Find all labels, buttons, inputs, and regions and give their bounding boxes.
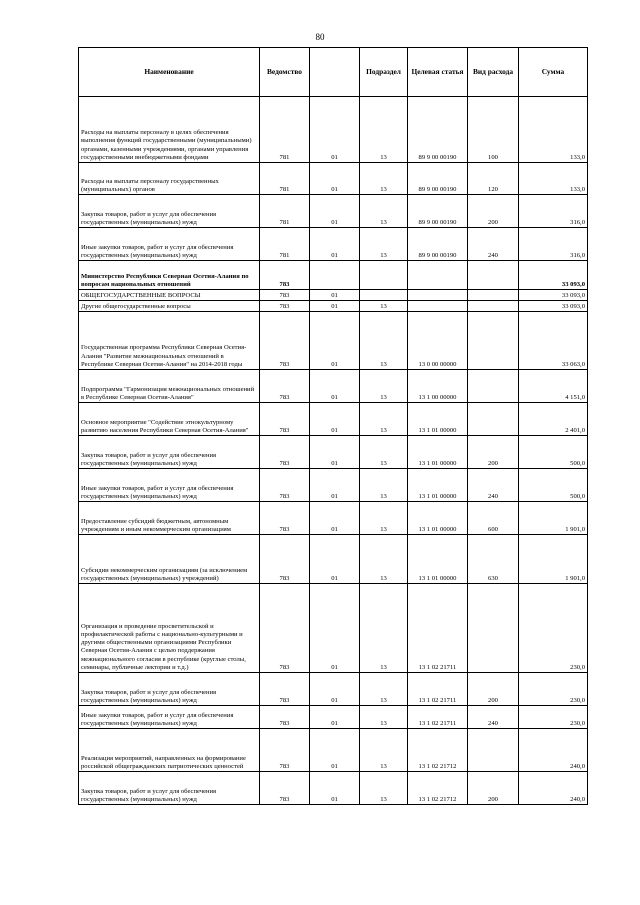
- cell-section: 01: [310, 772, 360, 805]
- cell-exp-type: 200: [468, 195, 519, 228]
- cell-subsection: 13: [360, 502, 408, 535]
- cell-target: 89 9 00 00190: [408, 97, 468, 163]
- table-row: [79, 301, 588, 312]
- cell-dept: 783: [260, 403, 310, 436]
- cell-subsection: 13: [360, 195, 408, 228]
- cell-section: 01: [310, 535, 360, 584]
- cell-target: 13 1 02 21711: [408, 706, 468, 729]
- page-number: 80: [315, 32, 325, 42]
- cell-target: 13 1 01 00000: [408, 403, 468, 436]
- cell-dept: 783: [260, 535, 310, 584]
- cell-subsection: 13: [360, 370, 408, 403]
- cell-target: 13 1 01 00000: [408, 469, 468, 502]
- cell-dept: 783: [260, 502, 310, 535]
- cell-target: 13 1 02 21711: [408, 584, 468, 673]
- table-row: [79, 673, 588, 706]
- cell-section: 01: [310, 163, 360, 195]
- cell-name: Другие общегосударственные вопросы: [79, 301, 260, 312]
- cell-dept: 783: [260, 706, 310, 729]
- cell-target: [408, 290, 468, 301]
- table-row: [79, 290, 588, 301]
- cell-name: Расходы на выплаты персоналу в целях обеспечения выполнения функций государственными (муниципальными) органами, казенными учреждениями, органами управления государственными внебюджетными фондами: [79, 97, 260, 163]
- table-row: [79, 535, 588, 584]
- cell-name: Закупка товаров, работ и услуг для обеспечения государственных (муниципальных) нужд: [79, 436, 260, 469]
- cell-sum: 230,0: [519, 584, 588, 673]
- cell-dept: 783: [260, 729, 310, 772]
- cell-exp-type: 240: [468, 706, 519, 729]
- table-row: [79, 469, 588, 502]
- cell-sum: 230,0: [519, 673, 588, 706]
- cell-subsection: 13: [360, 97, 408, 163]
- cell-section: 01: [310, 195, 360, 228]
- cell-dept: 783: [260, 301, 310, 312]
- cell-name: Закупка товаров, работ и услуг для обеспечения государственных (муниципальных) нужд: [79, 772, 260, 805]
- cell-exp-type: 200: [468, 772, 519, 805]
- cell-target: 13 1 02 21711: [408, 673, 468, 706]
- cell-name: Подпрограмма "Гармонизация межнациональных отношений в Республике Северная Осетия-Алания": [79, 370, 260, 403]
- cell-target: 13 1 00 00000: [408, 370, 468, 403]
- cell-name: Организация и проведение просветительской и профилактической работы с национально-культурными и другими общественными организациями Республики Северная Осетия-Алания с целью поддержания межнационального согласия в республике (круглые столы, семинары, публичные лектории и т.д.): [79, 584, 260, 673]
- cell-exp-type: 120: [468, 163, 519, 195]
- cell-exp-type: 200: [468, 436, 519, 469]
- cell-target: 13 1 01 00000: [408, 502, 468, 535]
- table-row: [79, 436, 588, 469]
- cell-name: Министерство Республики Северная Осетия-Алания по вопросам национальных отношений: [79, 261, 260, 290]
- cell-sum: 4 151,0: [519, 370, 588, 403]
- cell-subsection: 13: [360, 706, 408, 729]
- cell-name: Расходы на выплаты персоналу государственных (муниципальных) органов: [79, 163, 260, 195]
- cell-sum: 33 093,0: [519, 290, 588, 301]
- table-row: [79, 502, 588, 535]
- cell-subsection: 13: [360, 228, 408, 261]
- cell-subsection: [360, 290, 408, 301]
- col-header-target: Целевая статья: [408, 48, 468, 97]
- cell-section: 01: [310, 436, 360, 469]
- cell-sum: 230,0: [519, 706, 588, 729]
- cell-name: Иные закупки товаров, работ и услуг для обеспечения государственных (муниципальных) нужд: [79, 228, 260, 261]
- cell-name: Иные закупки товаров, работ и услуг для обеспечения государственных (муниципальных) нужд: [79, 469, 260, 502]
- cell-target: 89 9 00 00190: [408, 228, 468, 261]
- cell-exp-type: [468, 403, 519, 436]
- table-row: [79, 403, 588, 436]
- table-row: [79, 97, 588, 163]
- cell-exp-type: [468, 584, 519, 673]
- cell-exp-type: [468, 729, 519, 772]
- cell-dept: 783: [260, 469, 310, 502]
- cell-name: Государственная программа Республики Северная Осетия-Алания "Развитие межнациональных отношений в Республике Северная Осетия-Алания" на 2014-2018 годы: [79, 312, 260, 370]
- table-row: [79, 312, 588, 370]
- cell-section: 01: [310, 403, 360, 436]
- cell-exp-type: 100: [468, 97, 519, 163]
- cell-section: 01: [310, 706, 360, 729]
- cell-subsection: 13: [360, 729, 408, 772]
- cell-section: 01: [310, 312, 360, 370]
- cell-sum: 33 093,0: [519, 261, 588, 290]
- cell-target: 13 1 01 00000: [408, 436, 468, 469]
- cell-name: Субсидии некоммерческим организациям (за исключением государственных (муниципальных) учреждений): [79, 535, 260, 584]
- cell-target: 13 1 02 21712: [408, 729, 468, 772]
- cell-section: 01: [310, 469, 360, 502]
- cell-subsection: 13: [360, 403, 408, 436]
- cell-dept: 783: [260, 772, 310, 805]
- cell-target: [408, 261, 468, 290]
- cell-dept: 781: [260, 163, 310, 195]
- cell-subsection: 13: [360, 772, 408, 805]
- cell-sum: 500,0: [519, 469, 588, 502]
- cell-subsection: 13: [360, 163, 408, 195]
- cell-name: Основное мероприятие "Содействие этнокультурному развитию населения Республики Северная Осетия-Алания": [79, 403, 260, 436]
- cell-section: 01: [310, 370, 360, 403]
- cell-target: 13 0 00 00000: [408, 312, 468, 370]
- table-row: [79, 261, 588, 290]
- cell-exp-type: 240: [468, 469, 519, 502]
- cell-exp-type: [468, 290, 519, 301]
- table-row: [79, 772, 588, 805]
- cell-subsection: 13: [360, 469, 408, 502]
- cell-sum: 2 401,0: [519, 403, 588, 436]
- cell-name: ОБЩЕГОСУДАРСТВЕННЫЕ ВОПРОСЫ: [79, 290, 260, 301]
- cell-target: 89 9 00 00190: [408, 163, 468, 195]
- cell-sum: 133,0: [519, 97, 588, 163]
- budget-table: [78, 47, 588, 805]
- table-row: [79, 729, 588, 772]
- cell-name: Реализация мероприятий, направленных на формирование российской общегражданских патриотических ценностей: [79, 729, 260, 772]
- table-row: [79, 584, 588, 673]
- cell-dept: 783: [260, 673, 310, 706]
- cell-subsection: 13: [360, 301, 408, 312]
- cell-dept: 783: [260, 312, 310, 370]
- cell-sum: 500,0: [519, 436, 588, 469]
- cell-name: Закупка товаров, работ и услуг для обеспечения государственных (муниципальных) нужд: [79, 673, 260, 706]
- cell-subsection: 13: [360, 312, 408, 370]
- table-row: [79, 706, 588, 729]
- cell-target: 13 1 01 00000: [408, 535, 468, 584]
- table-row: [79, 228, 588, 261]
- cell-subsection: 13: [360, 584, 408, 673]
- cell-sum: 33 063,0: [519, 312, 588, 370]
- cell-dept: 783: [260, 584, 310, 673]
- cell-exp-type: [468, 261, 519, 290]
- cell-dept: 783: [260, 436, 310, 469]
- cell-exp-type: 630: [468, 535, 519, 584]
- table-row: [79, 195, 588, 228]
- cell-dept: 783: [260, 290, 310, 301]
- cell-dept: 781: [260, 97, 310, 163]
- cell-target: 13 1 02 21712: [408, 772, 468, 805]
- cell-section: 01: [310, 502, 360, 535]
- col-header-section: [310, 48, 360, 97]
- cell-exp-type: [468, 312, 519, 370]
- cell-dept: 781: [260, 195, 310, 228]
- cell-sum: 1 901,0: [519, 502, 588, 535]
- table-header-row: [79, 48, 588, 97]
- cell-name: Предоставление субсидий бюджетным, автономным учреждениям и иным некоммерческим организациям: [79, 502, 260, 535]
- cell-section: 01: [310, 584, 360, 673]
- cell-subsection: [360, 261, 408, 290]
- cell-sum: 240,0: [519, 772, 588, 805]
- col-header-dept: Ведомство: [260, 48, 310, 97]
- cell-exp-type: [468, 370, 519, 403]
- cell-sum: 33 093,0: [519, 301, 588, 312]
- cell-section: 01: [310, 301, 360, 312]
- cell-section: 01: [310, 97, 360, 163]
- cell-dept: 783: [260, 370, 310, 403]
- cell-exp-type: 240: [468, 228, 519, 261]
- cell-section: 01: [310, 228, 360, 261]
- cell-name: Закупка товаров, работ и услуг для обеспечения государственных (муниципальных) нужд: [79, 195, 260, 228]
- cell-exp-type: 600: [468, 502, 519, 535]
- cell-subsection: 13: [360, 673, 408, 706]
- cell-target: [408, 301, 468, 312]
- cell-subsection: 13: [360, 436, 408, 469]
- cell-dept: 783: [260, 261, 310, 290]
- cell-exp-type: [468, 301, 519, 312]
- cell-section: 01: [310, 673, 360, 706]
- cell-sum: 133,0: [519, 163, 588, 195]
- cell-section: 01: [310, 290, 360, 301]
- table-row: [79, 163, 588, 195]
- cell-section: 01: [310, 729, 360, 772]
- cell-name: Иные закупки товаров, работ и услуг для обеспечения государственных (муниципальных) нужд: [79, 706, 260, 729]
- table-row: [79, 370, 588, 403]
- cell-exp-type: 200: [468, 673, 519, 706]
- col-header-subsection: Подраздел: [360, 48, 408, 97]
- cell-dept: 781: [260, 228, 310, 261]
- cell-sum: 240,0: [519, 729, 588, 772]
- cell-sum: 316,0: [519, 195, 588, 228]
- cell-subsection: 13: [360, 535, 408, 584]
- cell-section: [310, 261, 360, 290]
- cell-sum: 1 901,0: [519, 535, 588, 584]
- cell-target: 89 9 00 00190: [408, 195, 468, 228]
- cell-sum: 316,0: [519, 228, 588, 261]
- col-header-exp-type: Вид расхода: [468, 48, 519, 97]
- col-header-sum: Сумма: [519, 48, 588, 97]
- col-header-name: Наименование: [79, 48, 260, 97]
